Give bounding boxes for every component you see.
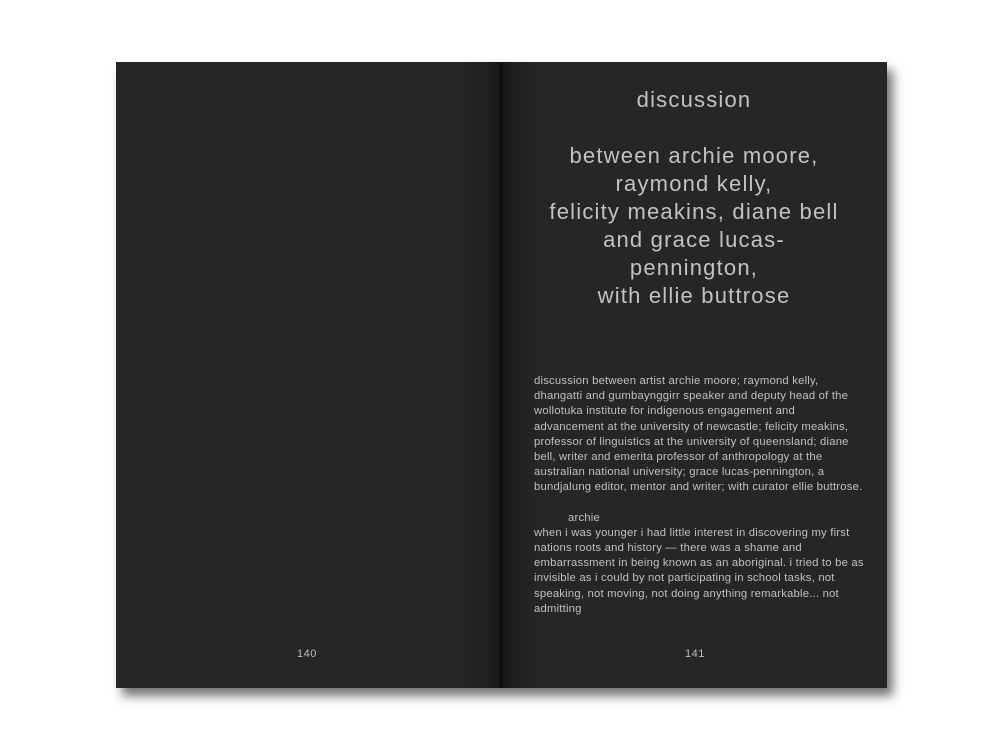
heading-line: felicity meakins, diane bell	[549, 199, 839, 224]
speaker-name: archie	[568, 511, 600, 524]
open-book-spread	[116, 62, 887, 688]
heading-line: with ellie buttrose	[597, 283, 791, 308]
left-page-number: 140	[297, 648, 317, 660]
heading-line: and grace lucas-	[603, 227, 785, 252]
left-page	[116, 62, 501, 688]
speech-paragraph: when i was younger i had little interest in discovering my first nations roots and history — there was a shame and embarrassment in being known as an aboriginal. i tried to be as invisible as i could by not participating in school tasks, not speaking, not moving, not doing anything remarkable... not admitting	[534, 526, 864, 615]
intro-paragraph: discussion between artist archie moore; raymond kelly, dhangatti and gumbaynggirr speaker and deputy head of the wollotuka institute for indigenous engagement and advancement at the university of newcastle; felicity meakins, professor of linguistics at the university of queensland; diane bell, writer and emerita professor of anthropology at the australian national university; grace lucas-pennington, a bundjalung editor, mentor and writer; with curator ellie buttrose.	[534, 375, 863, 494]
chapter-title: discussion	[636, 87, 752, 112]
heading-line: between archie moore,	[569, 143, 819, 168]
chapter-heading	[501, 86, 887, 310]
participants-heading	[501, 142, 887, 310]
heading-line: pennington,	[629, 255, 759, 280]
body-text	[534, 374, 864, 617]
heading-line: raymond kelly,	[615, 171, 773, 196]
right-page-number: 141	[685, 648, 705, 660]
book-gutter	[500, 62, 502, 688]
